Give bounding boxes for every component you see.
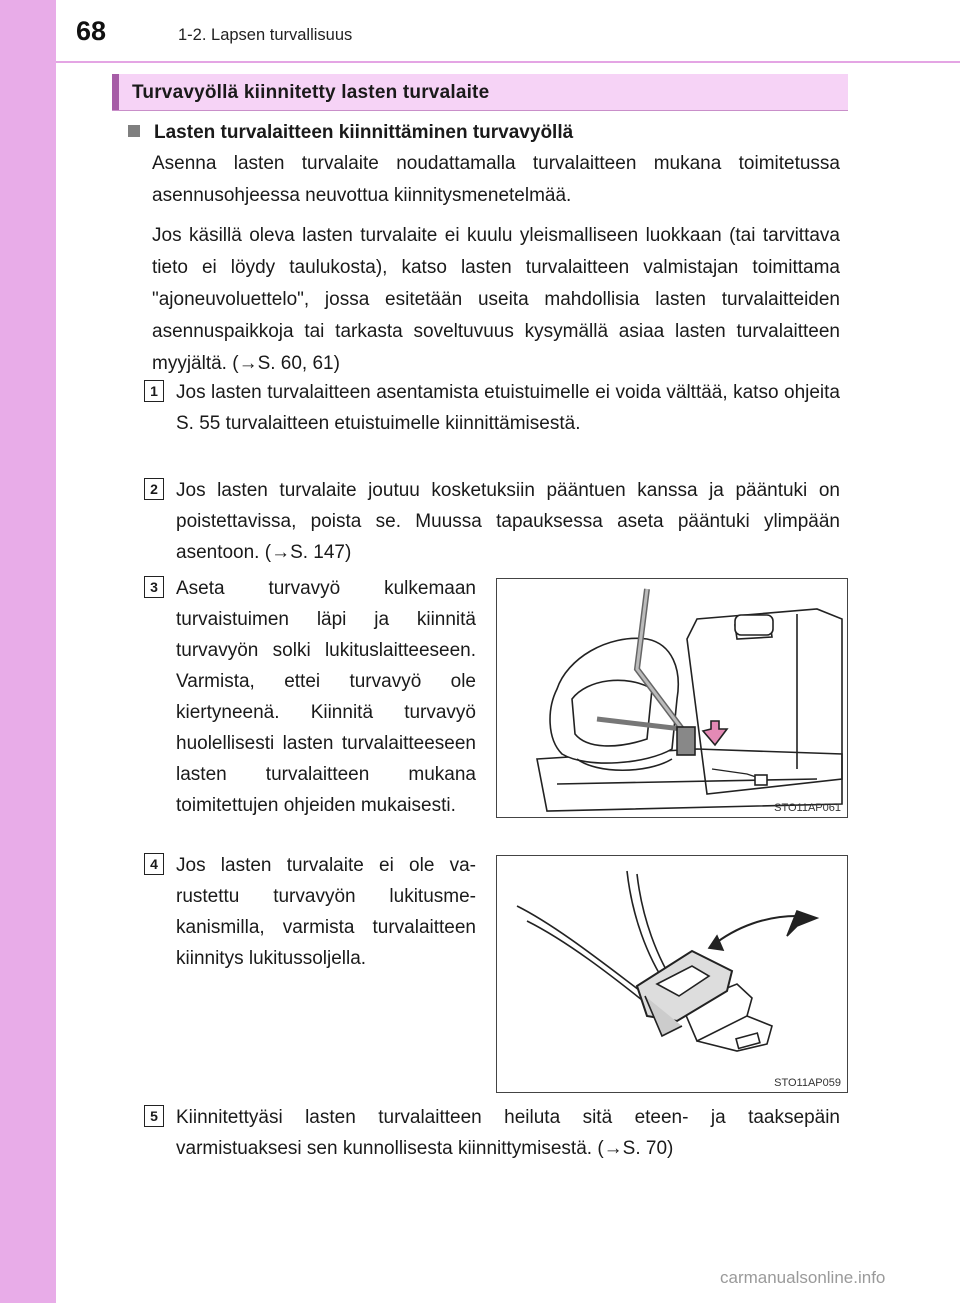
step-number-5: 5 <box>144 1105 164 1127</box>
child-seat-illustration <box>497 579 847 817</box>
paragraph-2: Jos käsillä oleva lasten turvalaite ei kuulu yleismalliseen luokkaan (tai tarvittava tieto ei löydy taulukosta), katso lasten turvalaitteen valmistajan toimittama "ajoneuvoluettelo", jossa esitetään useita mahdollisia lasten turvalaitteiden asennuspaikkoja tai tarkasta soveltuvuus kysymällä asiaa lasten turvalaitteen myyjältä. (→S. 60, 61) <box>152 225 840 374</box>
step-text-2: Jos lasten turvalaite joutuu kosketuksiin pääntuen kanssa ja pääntuki on poistettavissa, poista se. Muussa tapauksessa aseta pääntuki ylimpään asentoon. (→S. 147) <box>176 480 840 563</box>
watermark: carmanualsonline.info <box>720 1268 886 1287</box>
page-number: 68 <box>76 16 107 46</box>
section-title: Turvavyöllä kiinnitetty lasten turvalaite <box>132 82 490 103</box>
step-text-5: Kiinnitettyäsi lasten turvalaitteen heiluta sitä eteen- ja taaksepäin varmistuaksesi sen kunnollisesta kiinnittymisestä. (→S. 70) <box>176 1107 840 1159</box>
section-accent <box>112 74 119 110</box>
section-header <box>112 74 848 111</box>
figure-locking-clip <box>496 855 848 1093</box>
figure-label-2: STO11AP059 <box>774 1077 841 1089</box>
step-number-2: 2 <box>144 478 164 500</box>
chapter-title: 1-2. Lapsen turvallisuus <box>178 26 353 44</box>
step-text-4: Jos lasten turvalaite ei ole varustettu turvavyön lukitusmekanismilla, varmista turvalaitteen kiinnitys lukitussoljella. <box>176 855 476 969</box>
subheading-text: Lasten turvalaitteen kiinnittäminen turvavyöllä <box>154 122 574 143</box>
step-text-3: Aseta turvavyö kulkemaan turvaistuimen läpi ja kiinnitä turvavyön solki lukituslaitteeseen. Varmista, ettei turvavyö ole kiertyneenä. Kiinnitä turvavyö huolellisesti lasten turvalaitteeseen lasten turvalaitteen mukana toimitettujen ohjeiden mukaisesti. <box>176 578 476 816</box>
page-sidebar <box>0 0 56 1303</box>
figure-label-1: STO11AP061 <box>774 802 841 814</box>
figure-child-seat <box>496 578 848 818</box>
step-number-1: 1 <box>144 380 164 402</box>
header-rule <box>56 61 960 63</box>
subheading <box>128 122 573 144</box>
locking-clip-illustration <box>497 856 847 1092</box>
step-text-1: Jos lasten turvalaitteen asentamista etuistuimelle ei voida välttää, katso ohjeita S. 55 turvalaitteen etuistuimelle kiinnittämisestä. <box>176 382 840 434</box>
paragraph-1: Asenna lasten turvalaite noudattamalla turvalaitteen mukana toimitetussa asennusohjeessa neuvottua kiinnitysmenetelmää. <box>152 153 840 206</box>
step-number-4: 4 <box>144 853 164 875</box>
step-number-3: 3 <box>144 576 164 598</box>
bullet-square-icon <box>128 125 140 137</box>
